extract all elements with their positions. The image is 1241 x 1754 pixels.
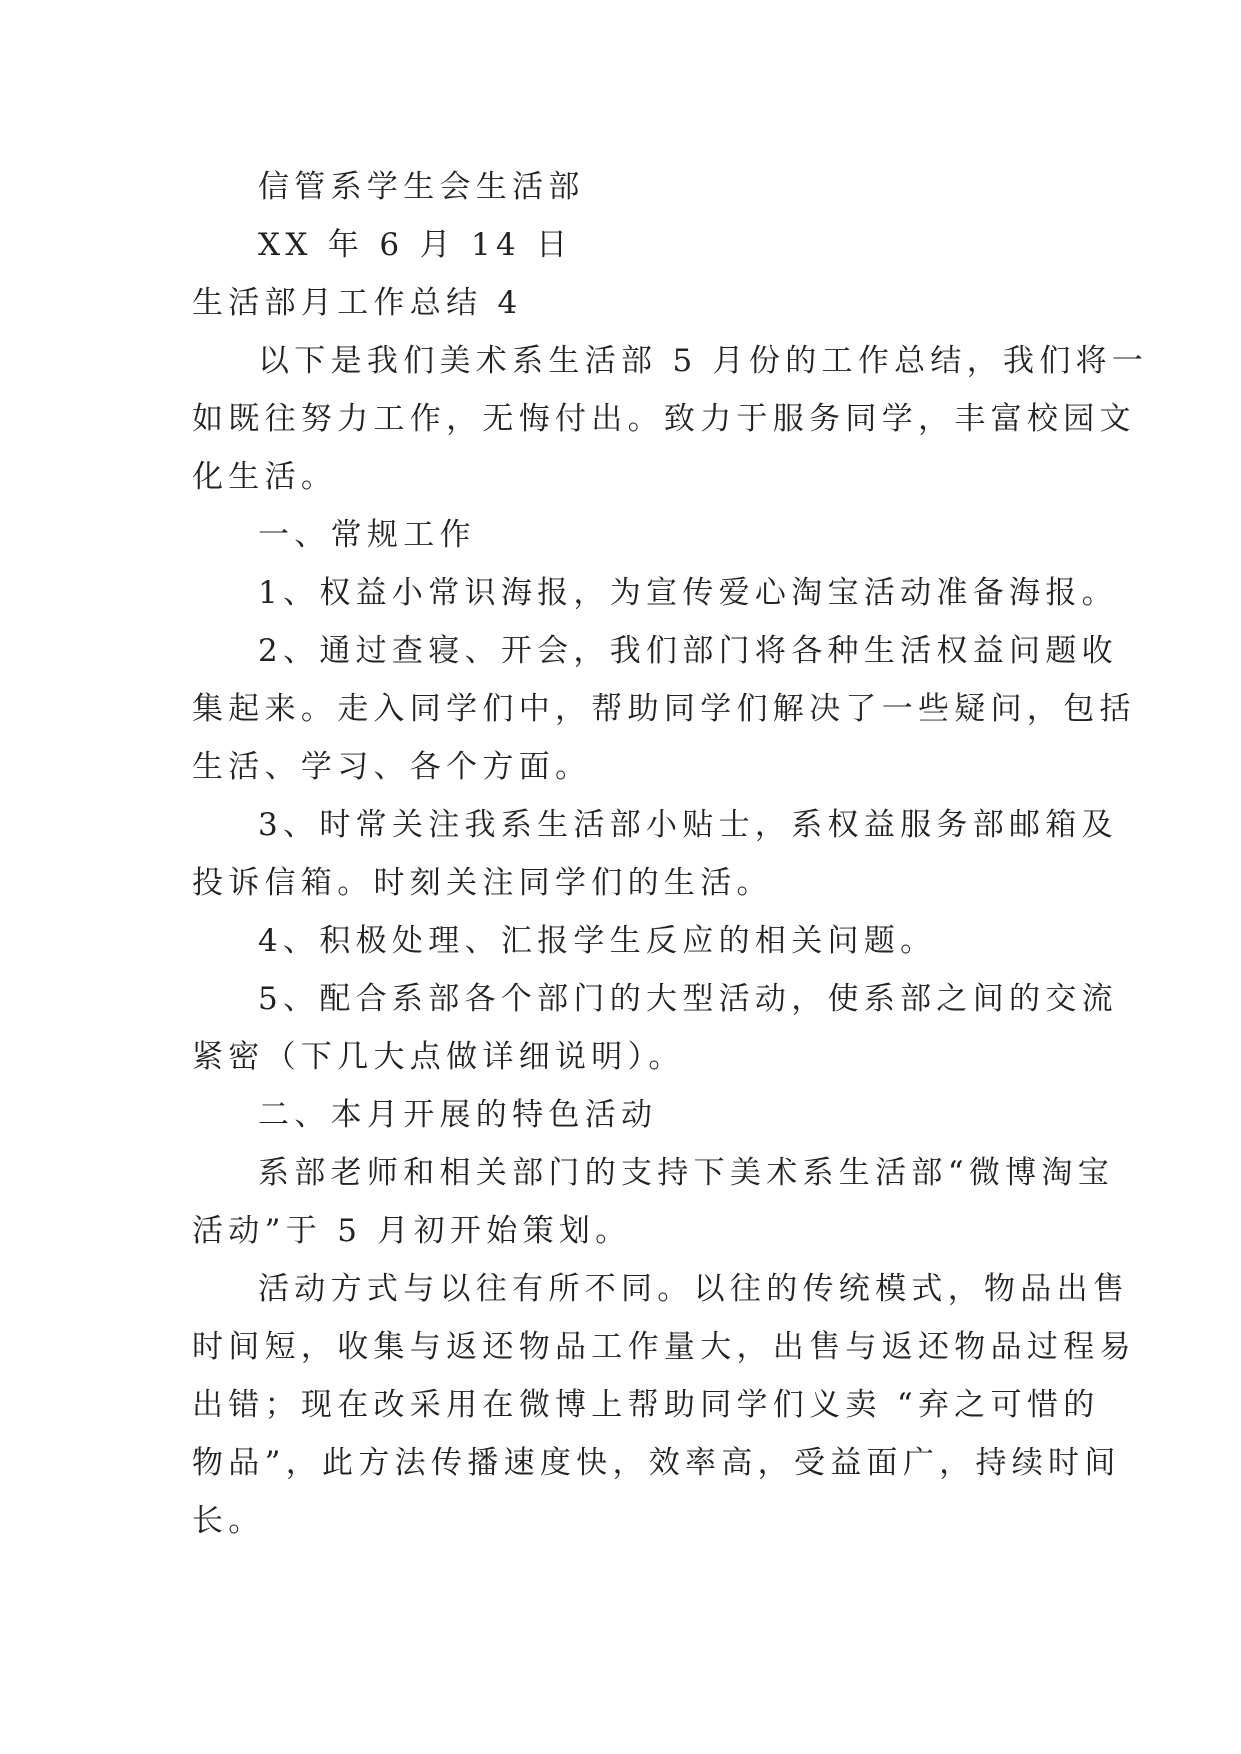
paragraph-heading-2 [192, 1086, 1054, 1144]
paragraph-line: 集起来。走入同学们中，帮助同学们解决了一些疑问，包括 [192, 691, 1136, 727]
paragraph-line: 活动”于 5 月初开始策划。 [192, 1213, 632, 1249]
document-body [192, 158, 1149, 1550]
paragraph-line: 如既往努力工作，无悔付出。致力于服务同学，丰富校园文 [192, 401, 1136, 437]
paragraph-item-2 [192, 622, 1136, 796]
paragraph-line: 活动方式与以往有所不同。以往的传统模式，物品出售 [258, 1271, 1130, 1307]
paragraph-line: 出错；现在改采用在微博上帮助同学们义卖 “弃之可惜的 [192, 1387, 1100, 1423]
paragraph-item-4 [192, 912, 1054, 970]
paragraph-line: 时间短，收集与返还物品工作量大，出售与返还物品过程易 [192, 1329, 1136, 1365]
paragraph-line: 生活、学习、各个方面。 [192, 749, 592, 785]
paragraph-intro [192, 332, 1149, 506]
paragraph-activity-1 [192, 1144, 1115, 1260]
paragraph-item-3 [192, 796, 1118, 912]
paragraph-line: 二、本月开展的特色活动 [258, 1097, 658, 1133]
paragraph-line: 化生活。 [192, 459, 338, 495]
signature-org: 信管系学生会生活部 [258, 169, 585, 205]
paragraph-line: 物品”，此方法传播速度快，效率高，受益面广，持续时间 [192, 1445, 1121, 1481]
paragraph-line: 以下是我们美术系生活部 5 月份的工作总结，我们将一 [258, 343, 1149, 379]
paragraph-line: 投诉信箱。时刻关注同学们的生活。 [192, 865, 773, 901]
signature-date: XX 年 6 月 14 日 [258, 227, 573, 263]
paragraph-heading-1 [192, 506, 1054, 564]
paragraph-line: 1、权益小常识海报，为宣传爱心淘宝活动准备海报。 [258, 575, 1118, 611]
paragraph-line: 5、配合系部各个部门的大型活动，使系部之间的交流 [258, 981, 1118, 1017]
paragraph-activity-2 [192, 1260, 1136, 1550]
paragraph-item-1 [192, 564, 1118, 622]
paragraph-line: 长。 [192, 1503, 265, 1539]
paragraph-list [192, 332, 1149, 1550]
paragraph-line: 4、积极处理、汇报学生反应的相关问题。 [258, 923, 937, 959]
paragraph-line: 一、常规工作 [258, 517, 476, 553]
paragraph-line: 2、通过查寝、开会，我们部门将各种生活权益问题收 [258, 633, 1118, 669]
paragraph-line: 系部老师和相关部门的支持下美术系生活部“微博淘宝 [258, 1155, 1115, 1191]
paragraph-line: 3、时常关注我系生活部小贴士，系权益服务部邮箱及 [258, 807, 1118, 843]
paragraph-item-5 [192, 970, 1118, 1086]
paragraph-line: 紧密（下几大点做详细说明）。 [192, 1039, 685, 1075]
section-title: 生活部月工作总结 4 [192, 285, 523, 321]
